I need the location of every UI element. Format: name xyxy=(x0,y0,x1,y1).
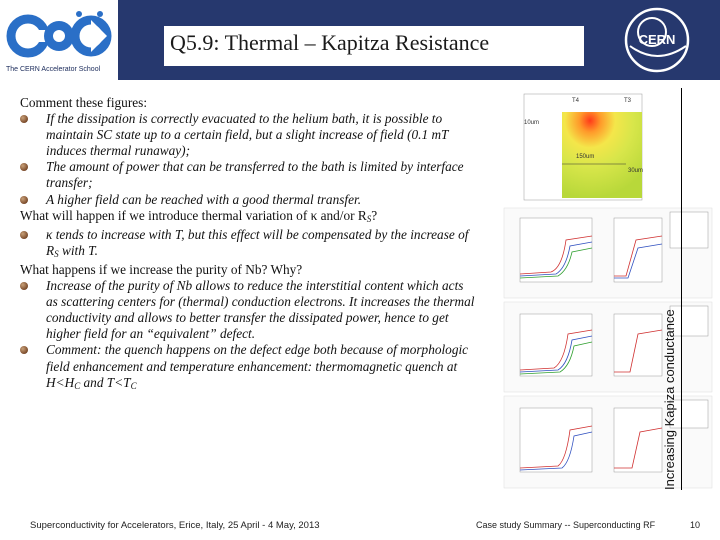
heatmap-label-150um: 150um xyxy=(576,154,595,160)
bullet-icon xyxy=(20,196,28,204)
bullet-icon xyxy=(20,163,28,171)
cas-logo-icon xyxy=(0,0,118,66)
heatmap xyxy=(562,112,642,198)
vertical-axis-label: Increasing Kapiza conductance xyxy=(662,309,677,490)
question-3: What happens if we increase the purity of Nb? Why? xyxy=(20,261,303,277)
bullet-icon xyxy=(20,346,28,354)
footer-title: Case study Summary -- Superconducting RF xyxy=(476,520,656,530)
cas-logo xyxy=(0,0,118,80)
cern-logo-icon xyxy=(622,6,692,74)
bullet-icon xyxy=(20,231,28,239)
slide-body xyxy=(20,95,475,394)
figure-arrow-line xyxy=(681,88,682,490)
heatmap-label-t3: T3 xyxy=(624,98,632,104)
cern-logo-text: CERN xyxy=(638,32,676,47)
list-item: If the dissipation is correctly evacuated to the helium bath, it is possible to maintain SC state up to a certain field, but a slight increase of field (0.1 mT induces thermal runaway); xyxy=(20,111,475,159)
bullet-icon xyxy=(20,282,28,290)
slide-header xyxy=(0,0,720,80)
list-item: Comment: the quench happens on the defect edge both because of morphologic field enhancement and temperature enhancement: thermomagnetic quench at $H<H_C$ and $T<T_C$ xyxy=(20,342,475,393)
heatmap-label-30um: 30um xyxy=(628,168,644,174)
figure-column xyxy=(496,90,720,490)
page-number: 10 xyxy=(690,520,701,530)
bullet-list-1 xyxy=(20,111,475,208)
footer-event: Superconductivity for Accelerators, Erice, Italy, 25 April - 4 May, 2013 xyxy=(30,520,320,531)
logo-caption: The CERN Accelerator School xyxy=(6,66,101,73)
list-item: κ tends to increase with T, but this effect will be compensated by the increase of $R_S$ with T. xyxy=(20,227,475,262)
bullet-icon xyxy=(20,115,28,123)
question-2: What will happen if we introduce thermal variation of κ and/or $R_S$? xyxy=(20,207,378,224)
list-item: The amount of power that can be transferred to the bath is limited by interface transfer; xyxy=(20,159,475,191)
heatmap-label-t4: T4 xyxy=(572,98,580,104)
list-item: A higher field can be reached with a good thermal transfer. xyxy=(20,192,475,208)
bullet-list-3 xyxy=(20,278,475,394)
page-title: Q5.9: Thermal – Kapitza Resistance xyxy=(170,30,490,55)
list-item: Increase of the purity of Nb allows to reduce the interstitial content which acts as scattering centers for (thermal) conduction electrons. It increases the thermal conductivity and allows to better transfer the dissipated power, hence to get higher field for an “equivalent” defect. xyxy=(20,278,475,342)
bullet-list-2 xyxy=(20,227,475,262)
heatmap-label-10um: 10um xyxy=(524,120,540,126)
intro-text: Comment these figures: xyxy=(20,95,148,110)
